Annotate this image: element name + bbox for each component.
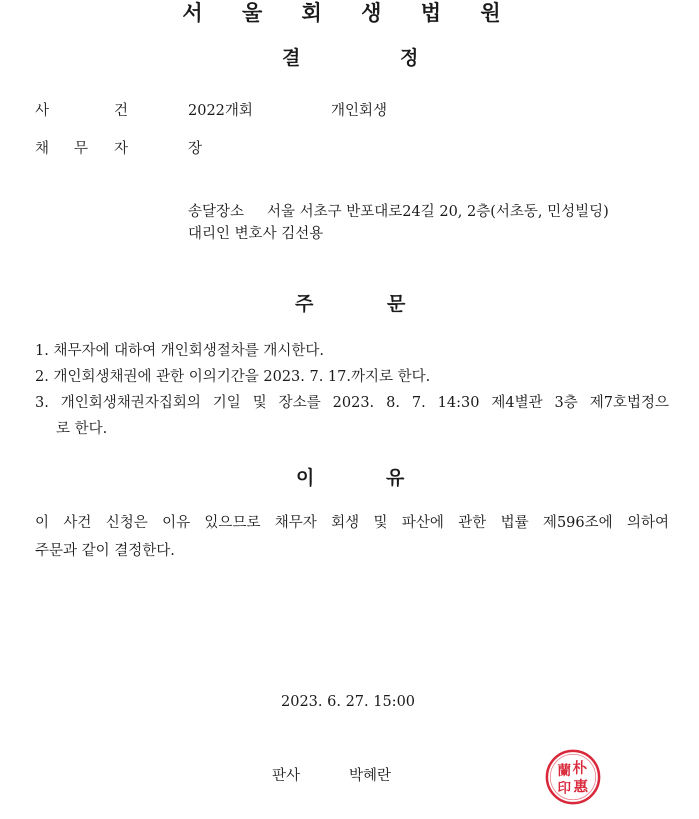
seal-char-2: 惠: [573, 778, 588, 796]
seal-char-1: 朴: [572, 760, 588, 778]
order-item-2: 2. 개인회생채권에 관한 이의기간을 2023. 7. 17.까지로 한다.: [35, 369, 431, 385]
case-label-char-1: 사: [35, 103, 50, 119]
reason-heading-first: 이: [296, 467, 315, 489]
decision-date: 2023. 6. 27. 15:00: [281, 694, 416, 710]
address-value: 서울 서초구 반포대로24길 20, 2층(서초동, 민성빌딩): [267, 204, 609, 220]
debtor-label-char-2: 무: [74, 141, 89, 157]
debtor-label-char-3: 자: [114, 141, 129, 157]
order-item-3: 3. 개인회생채권자집회의 기일 및 장소를 2023. 8. 7. 14:30 제4별관 3층 제7호법정으: [35, 395, 669, 411]
reason-heading-second: 유: [386, 467, 405, 489]
case-type: 개인회생: [331, 103, 388, 119]
order-heading-first: 주: [295, 293, 314, 315]
address-label: 송달장소: [188, 204, 245, 220]
judge-seal-icon: [544, 748, 602, 806]
judge-name: 박혜란: [349, 768, 392, 784]
seal-char-3: 蘭: [557, 763, 572, 780]
debtor-label-char-1: 채: [35, 141, 50, 157]
order-item-3-continuation: 로 한다.: [56, 421, 108, 437]
doc-title-second: 정: [400, 47, 419, 69]
case-label-char-2: 건: [114, 103, 129, 119]
reason-line-1: 이 사건 신청은 이유 있으므로 채무자 회생 및 파산에 관한 법률 제596조에 의하여: [35, 515, 669, 531]
judge-title: 판사: [272, 768, 301, 784]
reason-line-2: 주문과 같이 결정한다.: [35, 543, 175, 559]
order-heading-second: 문: [387, 293, 406, 315]
debtor-name: 장: [188, 141, 203, 157]
doc-title-first: 결: [282, 47, 301, 69]
agent-line: 대리인 변호사 김선용: [188, 226, 324, 242]
order-item-1: 1. 채무자에 대하여 개인회생절차를 개시한다.: [35, 343, 325, 359]
case-number: 2022개회: [188, 103, 253, 119]
court-name: 서 울 회 생 법 원: [182, 1, 517, 25]
seal-char-4: 印: [557, 780, 572, 797]
